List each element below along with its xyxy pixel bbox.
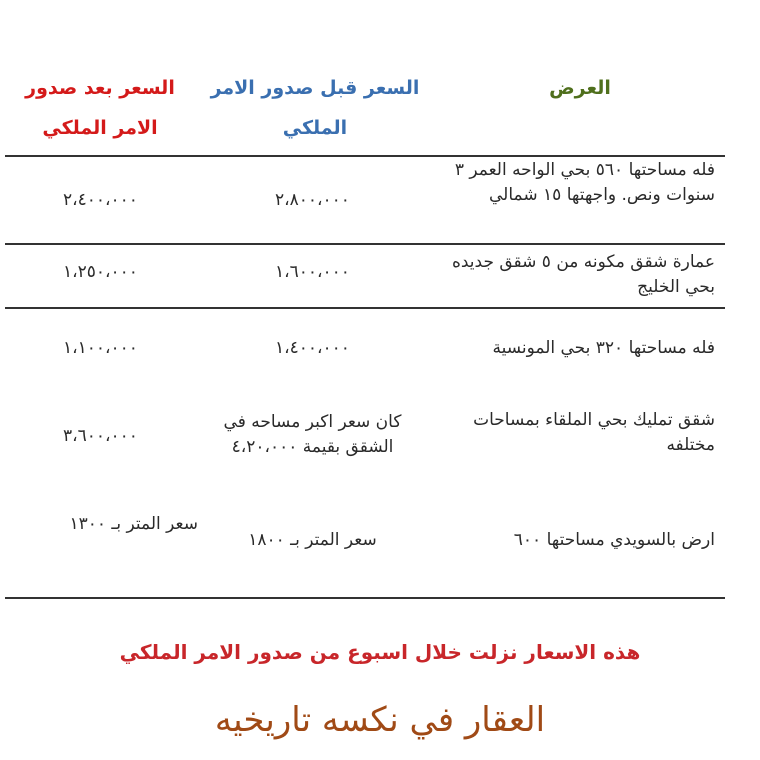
row-1-price-after: ٢،٤٠٠،٠٠٠ (63, 190, 138, 210)
row-4-price-before: كان سعر اكبر مساحه في الشقق بقيمة ٤،٢٠،٠٠٠ (223, 412, 402, 457)
row-3-price-after: ١،١٠٠،٠٠٠ (63, 338, 138, 358)
row-3-offer: فله مساحتها ٣٢٠ بحي المونسية (492, 338, 715, 358)
table-divider (5, 307, 725, 309)
row-4-price-after: ٣،٦٠٠،٠٠٠ (63, 426, 138, 446)
table-bottom-border (5, 597, 725, 599)
row-1-offer: فله مساحتها ٥٦٠ بحي الواحه العمر ٣ سنوات ونص. واجهتها ١٥ شمالي (454, 160, 715, 205)
row-5-price-after: سعر المتر بـ ١٣٠٠ (69, 514, 198, 534)
row-5-offer: ارض بالسويدي مساحتها ٦٠٠ (513, 530, 715, 550)
row-2-price-after: ١،٢٥٠،٠٠٠ (63, 262, 138, 282)
row-5-price-before: سعر المتر بـ ١٨٠٠ (248, 530, 377, 550)
table-divider (5, 155, 725, 157)
header-price-after: السعر بعد صدور الامر الملكي (25, 77, 175, 139)
table-divider (5, 243, 725, 245)
footer-note: هذه الاسعار نزلت خلال اسبوع من صدور الامر الملكي (119, 640, 641, 664)
row-2-price-before: ١،٦٠٠،٠٠٠ (275, 262, 350, 282)
row-2-offer: عمارة شقق مكونه من ٥ شقق جديده بحي الخليج (451, 252, 715, 297)
footer-slogan: العقار في نكسه تاريخيه (214, 700, 546, 740)
header-price-before: السعر قبل صدور الامر الملكي (210, 77, 420, 139)
header-offer: العرض (549, 77, 611, 99)
row-1-price-before: ٢،٨٠٠،٠٠٠ (275, 190, 350, 210)
row-4-offer: شقق تمليك بحي الملقاء بمساحات مختلفه (473, 410, 715, 455)
row-3-price-before: ١،٤٠٠،٠٠٠ (275, 338, 350, 358)
